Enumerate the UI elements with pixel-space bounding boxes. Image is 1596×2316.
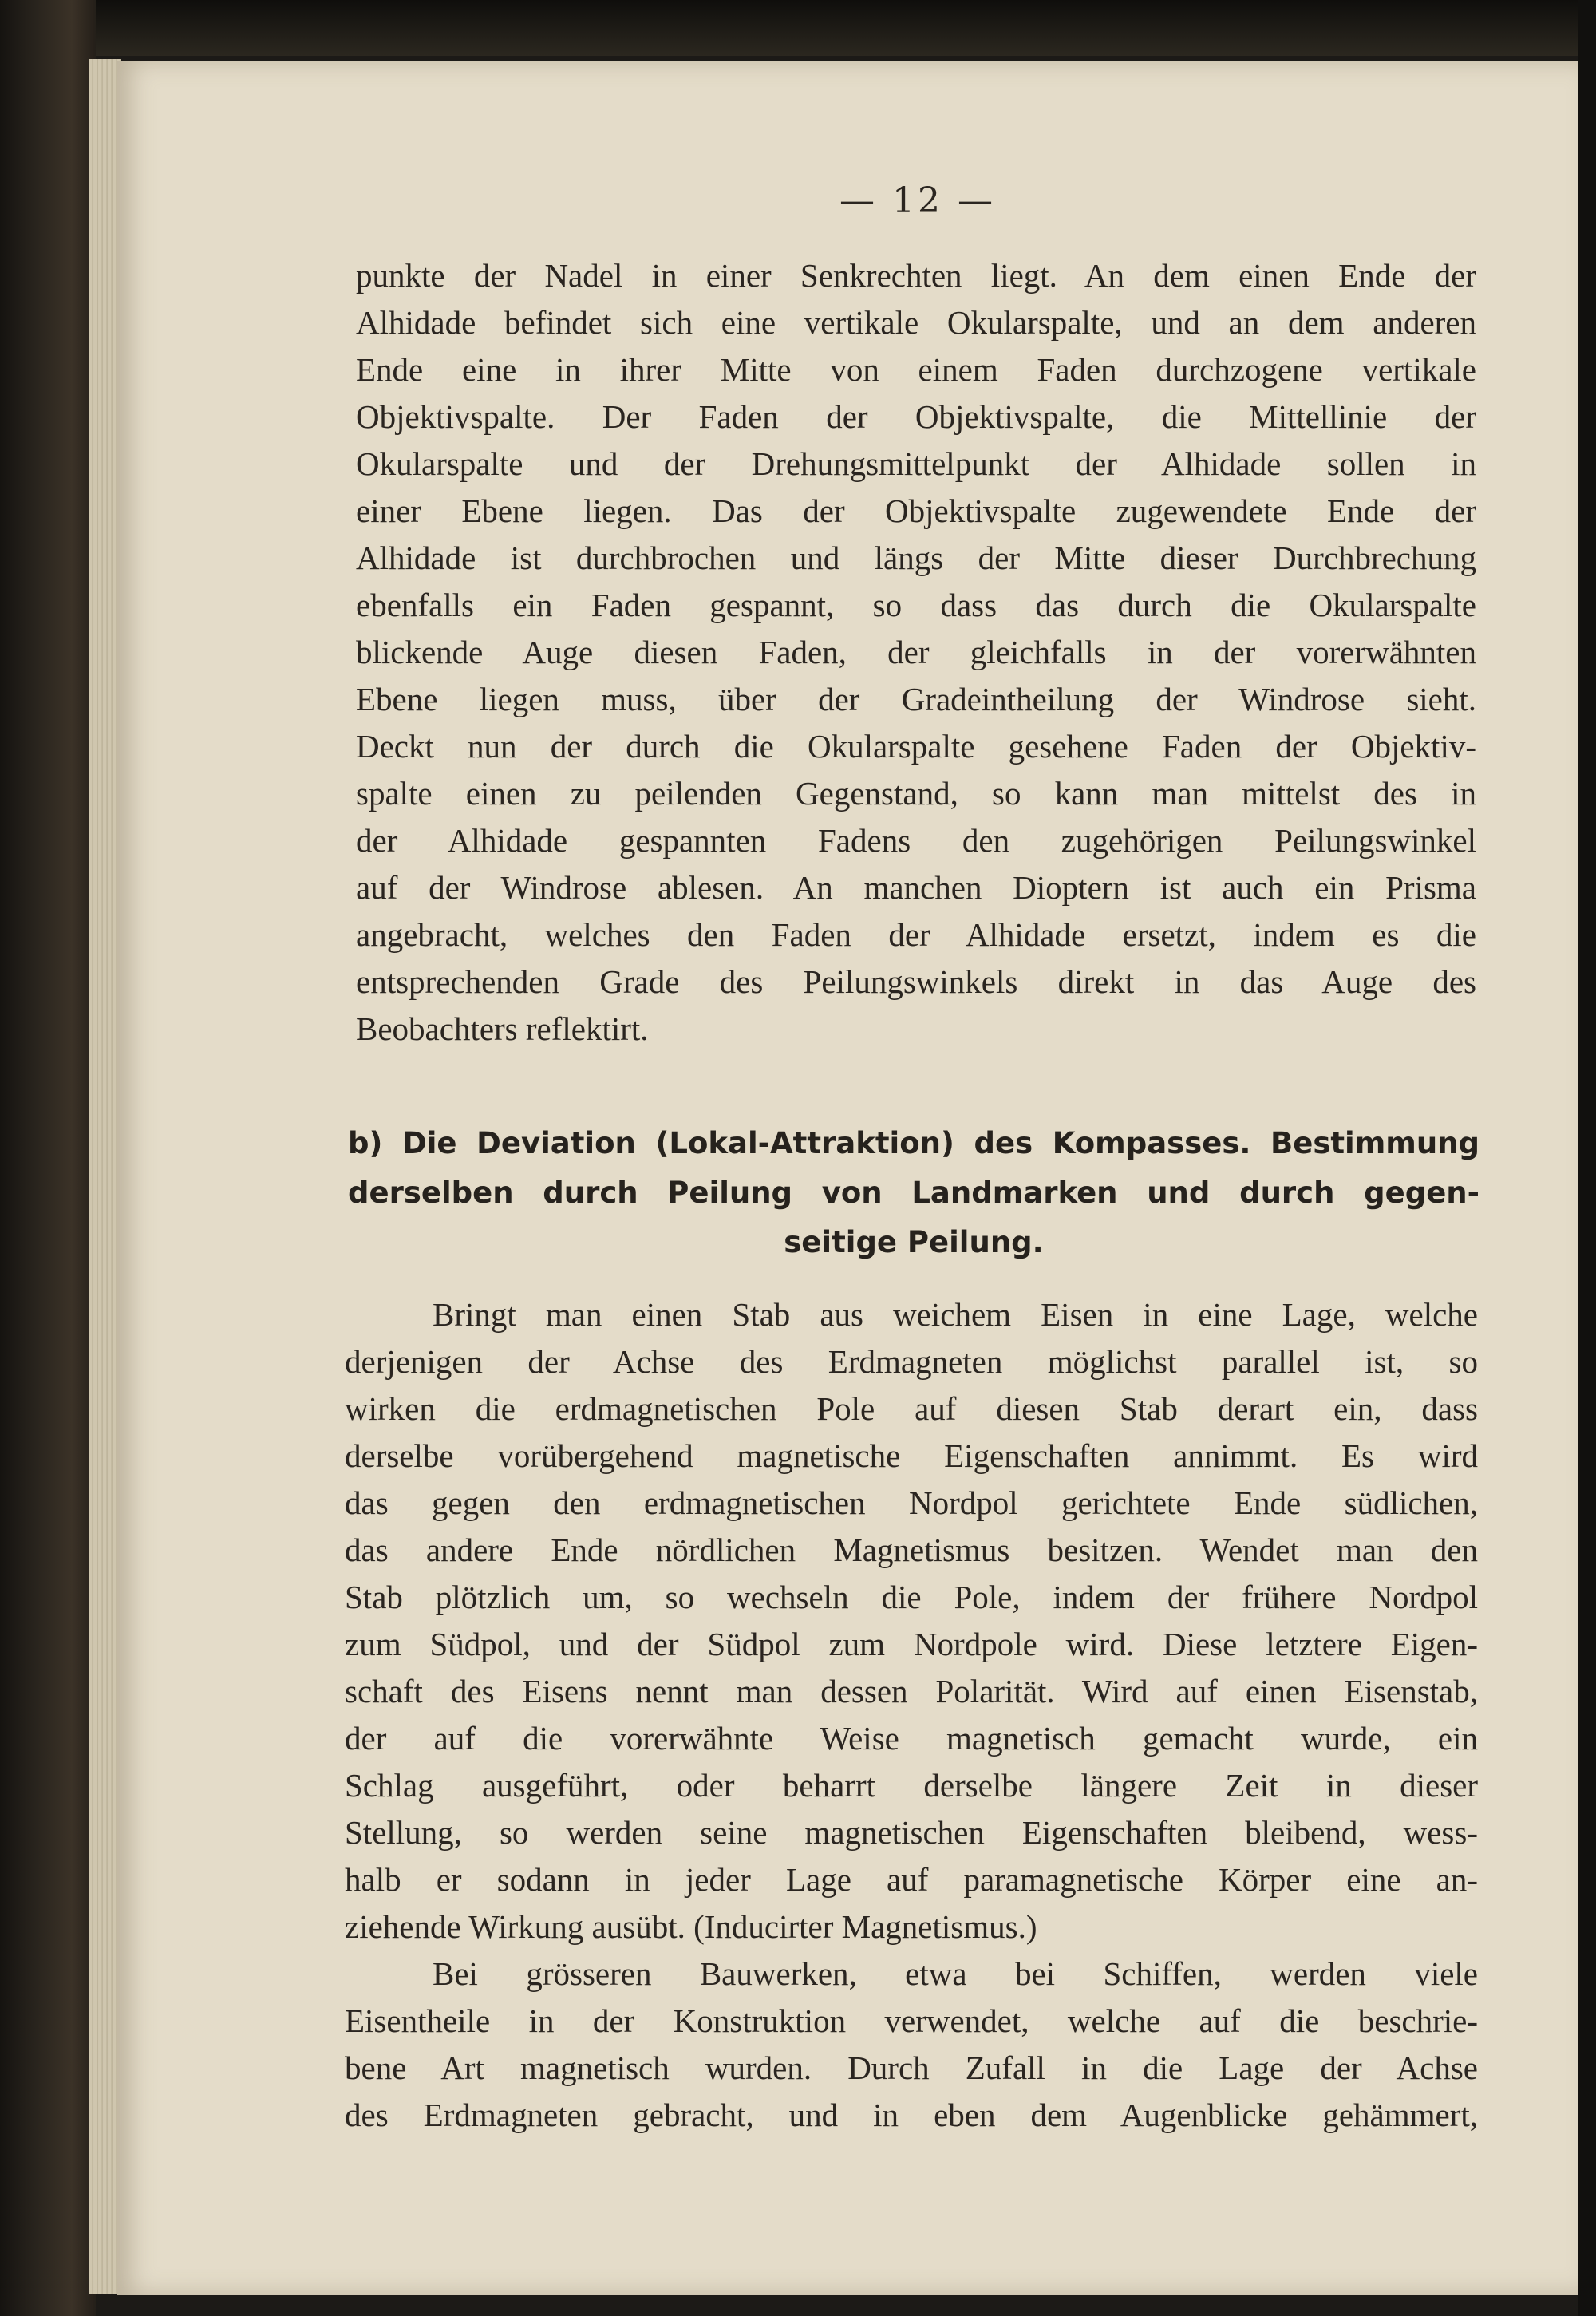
text-line: schaft des Eisens nennt man dessen Polarität. Wird auf einen Eisenstab, xyxy=(345,1673,1478,1709)
heading-line: b) Die Deviation (Lokal-Attraktion) des Kompasses. Bestimmung xyxy=(348,1126,1479,1160)
text-line: blickende Auge diesen Faden, der gleichfalls in der vorerwähnten xyxy=(356,634,1476,670)
text-line: entsprechenden Grade des Peilungswinkels direkt in das Auge des xyxy=(356,963,1476,1000)
text-line: Stab plötzlich um, so wechseln die Pole, indem der frühere Nordpol xyxy=(345,1579,1478,1615)
text-line: einer Ebene liegen. Das der Objektivspalte zugewendete Ende der xyxy=(356,492,1476,529)
text-line: spalte einen zu peilenden Gegenstand, so kann man mittelst des in xyxy=(356,775,1476,812)
heading-line: derselben durch Peilung von Landmarken und durch gegen- xyxy=(348,1176,1479,1210)
text-line: bene Art magnetisch wurden. Durch Zufall in die Lage der Achse xyxy=(345,2049,1478,2086)
text-line: des Erdmagneten gebracht, und in eben dem Augenblicke gehämmert, xyxy=(345,2097,1478,2133)
text-line: zum Südpol, und der Südpol zum Nordpole wird. Diese letztere Eigen- xyxy=(345,1626,1478,1662)
paragraph-1 xyxy=(356,252,1476,1053)
text-line: das gegen den erdmagnetischen Nordpol gerichtete Ende südlichen, xyxy=(345,1484,1478,1521)
text-line: ebenfalls ein Faden gespannt, so dass das durch die Okularspalte xyxy=(356,587,1476,623)
text-line: der Alhidade gespannten Fadens den zugehörigen Peilungswinkel xyxy=(356,822,1476,859)
text-line: wirken die erdmagnetischen Pole auf diesen Stab derart ein, dass xyxy=(345,1390,1478,1427)
text-line: Eisentheile in der Konstruktion verwendet, welche auf die beschrie- xyxy=(345,2002,1478,2039)
text-line: ziehende Wirkung ausübt. (Inducirter Magnetismus.) xyxy=(345,1908,1037,1945)
book-cover-right xyxy=(1578,0,1596,2316)
text-line: Ende eine in ihrer Mitte von einem Faden durchzogene vertikale xyxy=(356,351,1476,388)
text-line: Deckt nun der durch die Okularspalte gesehene Faden der Objektiv- xyxy=(356,728,1476,765)
text-line: halb er sodann in jeder Lage auf paramagnetische Körper eine an- xyxy=(345,1861,1478,1898)
text-line: Ebene liegen muss, über der Gradeintheilung der Windrose sieht. xyxy=(356,681,1476,717)
text-line: Okularspalte und der Drehungsmittelpunkt der Alhidade sollen in xyxy=(356,445,1476,482)
text-line: der auf die vorerwähnte Weise magnetisch gemacht wurde, ein xyxy=(345,1720,1478,1757)
text-line: angebracht, welches den Faden der Alhidade ersetzt, indem es die xyxy=(356,916,1476,953)
text-line: Objektivspalte. Der Faden der Objektivspalte, die Mittellinie der xyxy=(356,398,1476,435)
text-line: Alhidade befindet sich eine vertikale Okularspalte, und an dem anderen xyxy=(356,304,1476,341)
book-cover-top xyxy=(0,0,1596,56)
text-line: das andere Ende nördlichen Magnetismus besitzen. Wendet man den xyxy=(345,1531,1478,1568)
text-line: Bei grösseren Bauwerken, etwa bei Schiffen, werden viele xyxy=(433,1955,1478,1992)
text-line: Beobachters reflektirt. xyxy=(356,1010,649,1047)
text-line: Stellung, so werden seine magnetischen Eigenschaften bleibend, wess- xyxy=(345,1814,1478,1851)
text-line: derselbe vorübergehend magnetische Eigenschaften annimmt. Es wird xyxy=(345,1437,1478,1474)
text-line: punkte der Nadel in einer Senkrechten liegt. An dem einen Ende der xyxy=(356,257,1476,294)
text-line: derjenigen der Achse des Erdmagneten möglichst parallel ist, so xyxy=(345,1343,1478,1380)
text-line: Alhidade ist durchbrochen und längs der Mitte dieser Durchbrechung xyxy=(356,539,1476,576)
paragraph-2 xyxy=(345,1291,1478,2139)
heading-line: seitige Peilung. xyxy=(784,1225,1044,1259)
page-number: — 12 — xyxy=(839,180,996,221)
text-line: auf der Windrose ablesen. An manchen Dioptern ist auch ein Prisma xyxy=(356,869,1476,906)
text-line: Schlag ausgeführt, oder beharrt derselbe längere Zeit in dieser xyxy=(345,1767,1478,1804)
section-heading xyxy=(348,1119,1479,1267)
book-spine xyxy=(0,0,96,2316)
text-line: Bringt man einen Stab aus weichem Eisen in eine Lage, welche xyxy=(433,1296,1478,1333)
